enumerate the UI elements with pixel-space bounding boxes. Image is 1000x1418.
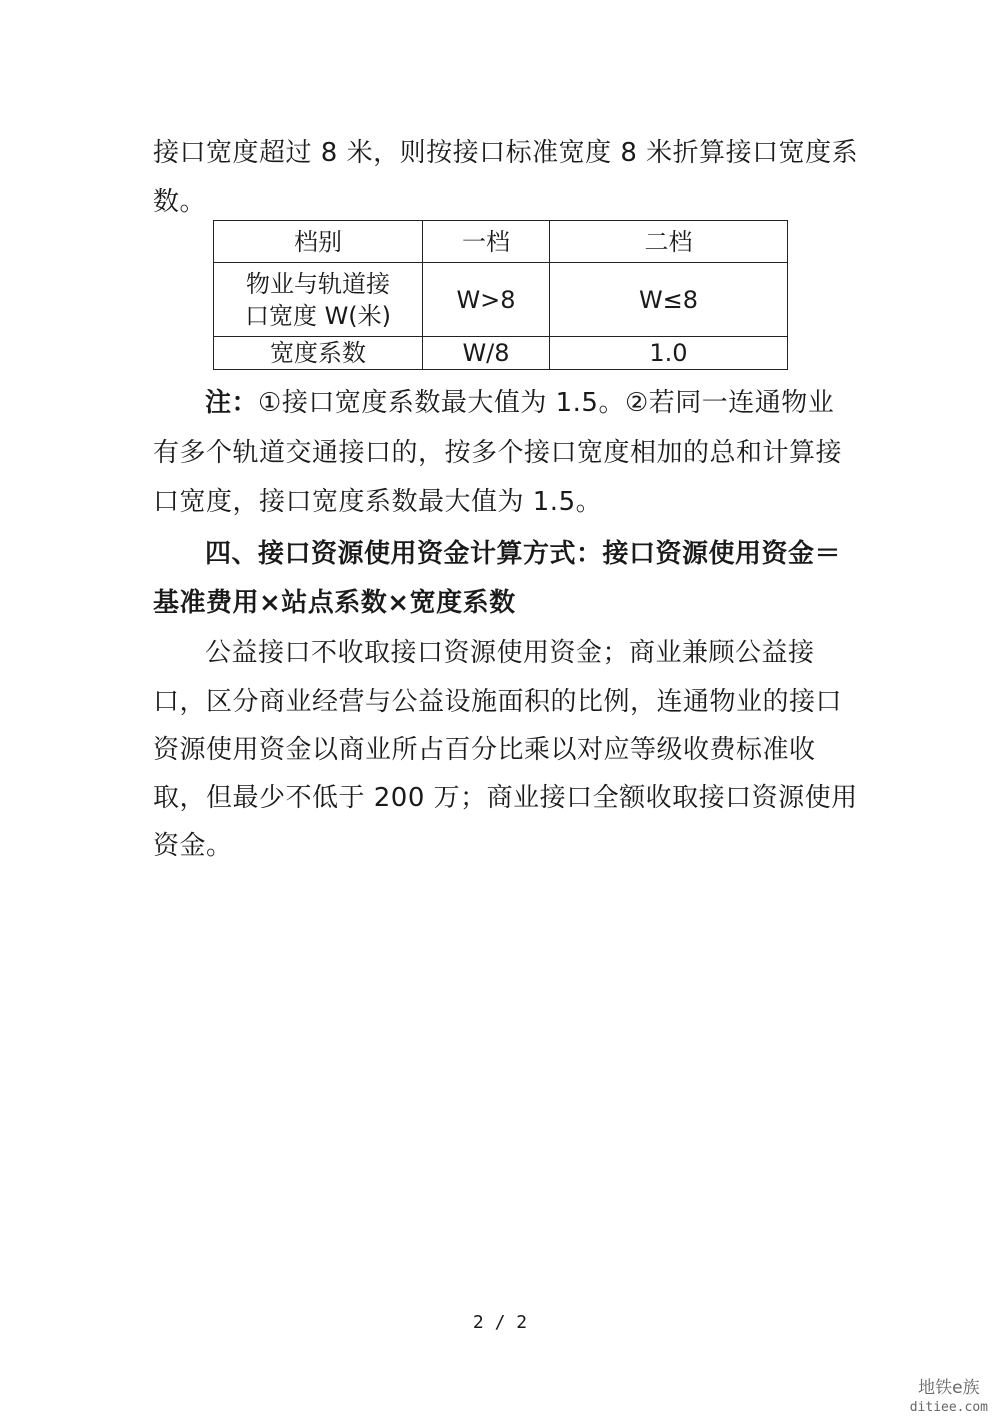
page-number: 2 / 2	[472, 1312, 528, 1333]
header-tier-2: 二档	[550, 221, 788, 263]
intro-line-2: 数。	[153, 187, 207, 217]
section-4-heading-1: 四、接口资源使用资金计算方式：接口资源使用资金＝	[205, 539, 842, 569]
row-label-width: 物业与轨道接 口宽度 W(米)	[214, 263, 423, 337]
table-row	[214, 263, 788, 337]
cell-tier1-width: W>8	[423, 263, 550, 337]
watermark	[910, 1378, 988, 1418]
width-coefficient-table	[213, 220, 788, 370]
section-4-body-4: 取，但最少不低于 200 万；商业接口全额收取接口资源使用	[153, 783, 858, 813]
note-line-3: 口宽度，接口宽度系数最大值为 1.5。	[153, 487, 603, 517]
cell-tier2-width: W≤8	[550, 263, 788, 337]
note-prefix: 注：	[205, 388, 259, 418]
section-4-body-2: 口，区分商业经营与公益设施面积的比例，连通物业的接口	[153, 687, 843, 717]
section-4-body-5: 资金。	[153, 831, 233, 861]
header-tier-label: 档别	[214, 221, 423, 263]
section-4-body-3: 资源使用资金以商业所占百分比乘以对应等级收费标准收	[153, 735, 816, 765]
table-header-row	[214, 221, 788, 263]
section-4-heading-2: 基准费用×站点系数×宽度系数	[153, 588, 516, 618]
watermark-domain: ditiee.com	[909, 1400, 988, 1415]
watermark-text: 地铁e族	[918, 1378, 980, 1398]
row-label-coefficient: 宽度系数	[214, 337, 423, 370]
note-line-1: 注：①接口宽度系数最大值为 1.5。②若同一连通物业	[205, 388, 835, 418]
cell-tier2-coefficient: 1.0	[550, 337, 788, 370]
cell-tier1-coefficient: W/8	[423, 337, 550, 370]
table-row	[214, 337, 788, 370]
intro-line-1: 接口宽度超过 8 米，则按接口标准宽度 8 米折算接口宽度系	[153, 138, 859, 168]
section-4-body-1: 公益接口不收取接口资源使用资金；商业兼顾公益接	[205, 638, 815, 668]
note-line-2: 有多个轨道交通接口的，按多个接口宽度相加的总和计算接	[153, 438, 843, 468]
header-tier-1: 一档	[423, 221, 550, 263]
